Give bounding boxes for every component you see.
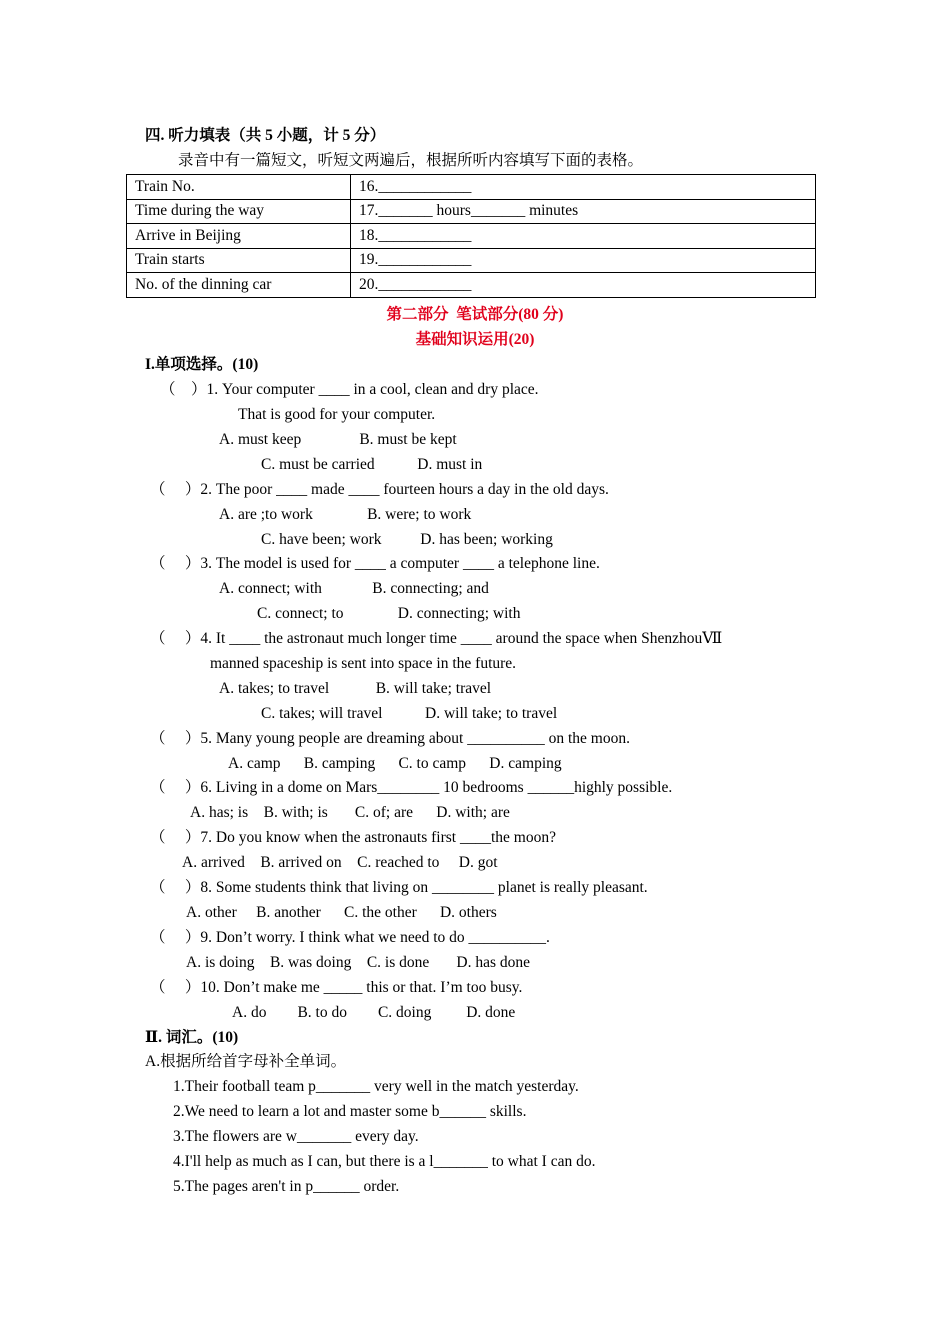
- vocab-item-1: 1.Their football team p_______ very well in the match yesterday.: [173, 1078, 579, 1095]
- table-row: [127, 199, 816, 224]
- table-cell-blank[interactable]: 20.____________: [351, 273, 816, 298]
- mc-options-3b: C. connect; to D. connecting; with: [257, 605, 521, 622]
- table-cell-blank[interactable]: 16.____________: [351, 175, 816, 200]
- mc-options-2a: A. are ;to work B. were; to work: [219, 506, 472, 523]
- table-cell-label: Time during the way: [127, 199, 351, 224]
- section-4-instruction: 录音中有一篇短文，听短文两遍后，根据所听内容填写下面的表格。: [178, 152, 644, 169]
- mc-options-2b: C. have been; work D. has been; working: [261, 531, 553, 548]
- mc-question-5: （ ）5. Many young people are dreaming about __________ on the moon.: [150, 730, 630, 747]
- table-cell-blank[interactable]: 18.____________: [351, 224, 816, 249]
- mc-options-1b: C. must be carried D. must in: [261, 456, 483, 473]
- mc-options-1a: A. must keep B. must be kept: [219, 431, 457, 448]
- table-cell-label: Arrive in Beijing: [127, 224, 351, 249]
- listening-table: [126, 174, 816, 298]
- mc-question-2: （ ）2. The poor ____ made ____ fourteen hours a day in the old days.: [150, 481, 609, 498]
- mc-options-10: A. do B. to do C. doing D. done: [232, 1004, 516, 1021]
- mc-question-6: （ ）6. Living in a dome on Mars________ 10 bedrooms ______highly possible.: [150, 779, 673, 796]
- mc-options-8: A. other B. another C. the other D. others: [186, 904, 497, 921]
- vocab-item-3: 3.The flowers are w_______ every day.: [173, 1128, 419, 1145]
- mc-options-7: A. arrived B. arrived on C. reached to D. got: [182, 854, 498, 871]
- mc-question-4: （ ）4. It ____ the astronaut much longer time ____ around the space when ShenzhouⅦ: [150, 630, 723, 647]
- mc-options-9: A. is doing B. was doing C. is done D. has done: [186, 954, 531, 971]
- vocab-item-4: 4.I'll help as much as I can, but there is a l_______ to what I can do.: [173, 1153, 596, 1170]
- mc-question-3: （ ）3. The model is used for ____ a computer ____ a telephone line.: [150, 555, 600, 572]
- part-2-title: 第二部分 笔试部分(80 分): [386, 306, 564, 323]
- mc-question-1: （ ）1. Your computer ____ in a cool, clean and dry place.: [160, 381, 539, 398]
- table-row: [127, 273, 816, 298]
- section-4-title: 四. 听力填表（共 5 小题，计 5 分）: [145, 127, 386, 144]
- mc-heading: I.单项选择。(10): [145, 356, 259, 373]
- table-cell-blank[interactable]: 19.____________: [351, 248, 816, 273]
- mc-options-6: A. has; is B. with; is C. of; are D. with; are: [190, 804, 510, 821]
- table-cell-label: No. of the dinning car: [127, 273, 351, 298]
- mc-options-3a: A. connect; with B. connecting; and: [219, 580, 489, 597]
- vocab-heading: Ⅱ. 词汇。(10): [145, 1029, 239, 1046]
- table-row: [127, 248, 816, 273]
- table-cell-blank[interactable]: 17._______ hours_______ minutes: [351, 199, 816, 224]
- mc-question-10: （ ）10. Don’t make me _____ this or that. I’m too busy.: [150, 979, 523, 996]
- vocab-item-5: 5.The pages aren't in p______ order.: [173, 1178, 400, 1195]
- vocab-sub-a: A.根据所给首字母补全单词。: [145, 1053, 347, 1070]
- mc-question-7: （ ）7. Do you know when the astronauts first ____the moon?: [150, 829, 556, 846]
- mc-question-4-cont: manned spaceship is sent into space in the future.: [210, 655, 517, 672]
- mc-question-8: （ ）8. Some students think that living on ________ planet is really pleasant.: [150, 879, 648, 896]
- mc-question-9: （ ）9. Don’t worry. I think what we need to do __________.: [150, 929, 550, 946]
- mc-options-4a: A. takes; to travel B. will take; travel: [219, 680, 492, 697]
- vocab-item-2: 2.We need to learn a lot and master some b______ skills.: [173, 1103, 527, 1120]
- mc-options-5: A. camp B. camping C. to camp D. camping: [228, 755, 562, 772]
- part-2-subtitle: 基础知识运用(20): [415, 331, 535, 348]
- mc-options-4b: C. takes; will travel D. will take; to travel: [261, 705, 558, 722]
- table-row: [127, 224, 816, 249]
- table-cell-label: Train starts: [127, 248, 351, 273]
- mc-question-1-cont: That is good for your computer.: [238, 406, 436, 423]
- table-cell-label: Train No.: [127, 175, 351, 200]
- table-row: [127, 175, 816, 200]
